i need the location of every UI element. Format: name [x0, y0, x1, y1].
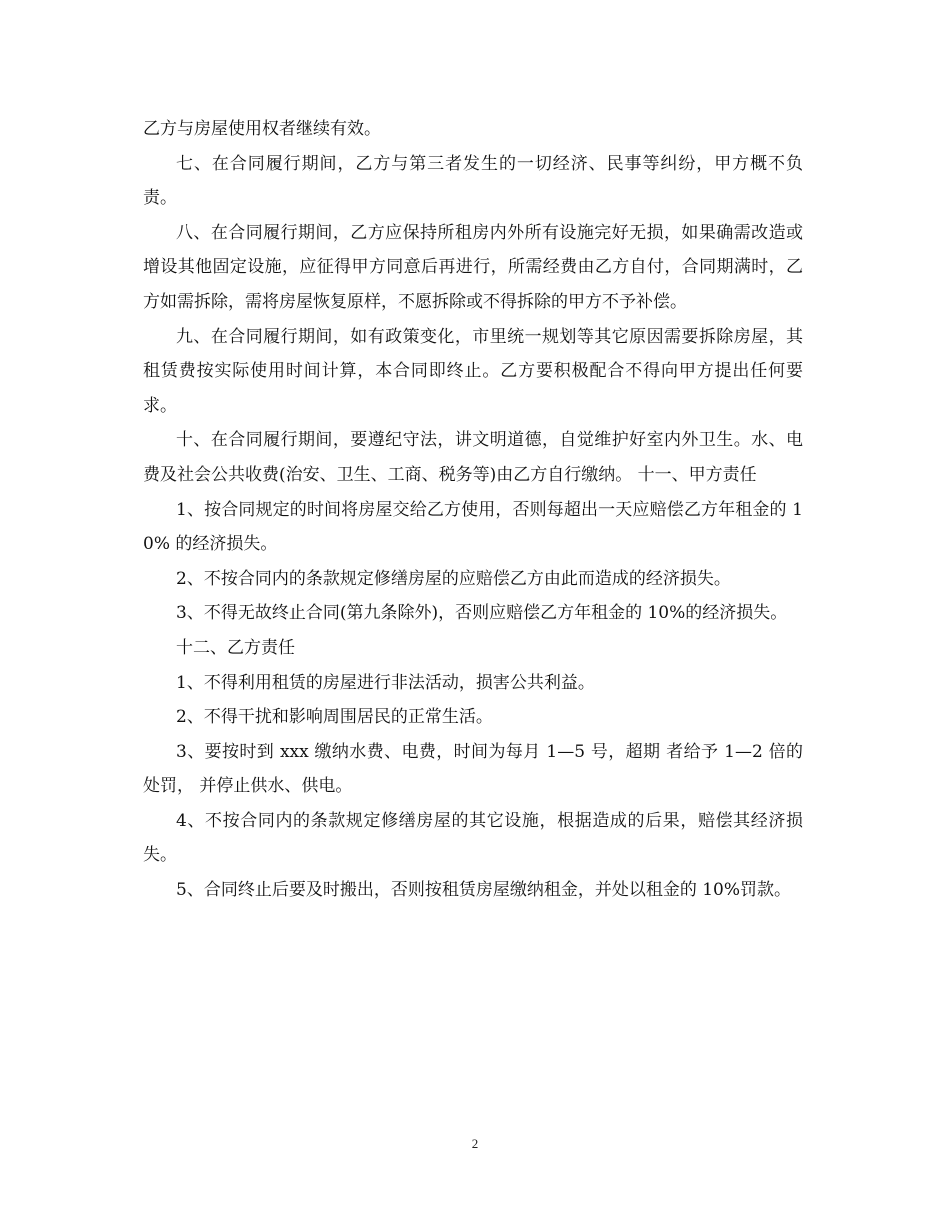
paragraph-party-b-item-1: 1、不得利用租赁的房屋进行非法活动，损害公共利益。	[176, 672, 595, 693]
paragraph-party-b-item-2: 2、不得干扰和影响周围居民的正常生活。	[176, 707, 493, 728]
paragraph-party-a-item-3: 3、不得无故终止合同(第九条除外)，否则应赔偿乙方年租金的 10%的经济损失。	[176, 603, 788, 624]
heading-clause-12: 十二、乙方责任	[176, 637, 295, 658]
paragraph-party-a-item-1: 1、按合同规定的时间将房屋交给乙方使用，否则每超出一天应赔偿乙方年租金的 10% 的经济损失。	[143, 499, 803, 555]
paragraph-party-a-item-2: 2、不按合同内的条款规定修缮房屋的应赔偿乙方由此而造成的经济损失。	[176, 568, 731, 589]
paragraph-clause-9: 九、在合同履行期间，如有政策变化，市里统一规划等其它原因需要拆除房屋，其租赁费按实际使用时间计算，本合同即终止。乙方要积极配合不得向甲方提出任何要求。	[143, 326, 803, 416]
paragraph-party-b-item-3: 3、要按时到 xxx 缴纳水费、电费，时间为每月 1—5 号，超期 者给予 1—2 倍的处罚， 并停止供水、供电。	[143, 741, 803, 797]
paragraph-party-b-item-5: 5、合同终止后要及时搬出，否则按租赁房屋缴纳租金，并处以租金的 10%罚款。	[176, 880, 792, 901]
page-number: 2	[471, 1136, 479, 1151]
paragraph-clause-8: 八、在合同履行期间，乙方应保持所租房内外所有设施完好无损，如果确需改造或增设其他固定设施，应征得甲方同意后再进行，所需经费由乙方自付，合同期满时，乙方如需拆除，需将房屋恢复原样，不愿拆除或不得拆除的甲方不予补偿。	[143, 222, 803, 312]
paragraph-party-b-item-4: 4、不按合同内的条款规定修缮房屋的其它设施，根据造成的后果，赔偿其经济损失。	[143, 810, 803, 866]
document-body	[143, 112, 803, 908]
paragraph-continuation: 乙方与房屋使用权者继续有效。	[143, 119, 381, 139]
paragraph-clause-10: 十、在合同履行期间，要遵纪守法，讲文明道德，自觉维护好室内外卫生。水、电费及社会公共收费(治安、卫生、工商、税务等)由乙方自行缴纳。 十一、甲方责任	[143, 430, 803, 485]
paragraph-clause-7: 七、在合同履行期间，乙方与第三者发生的一切经济、民事等纠纷，甲方概不负责。	[143, 153, 803, 209]
